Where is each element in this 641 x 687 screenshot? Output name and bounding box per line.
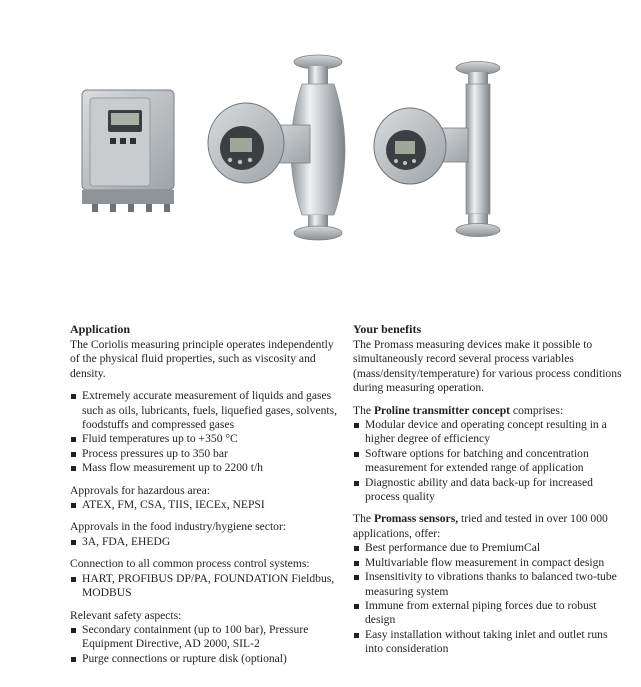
list-item: Diagnostic ability and data back-up for increased process quality [353, 476, 623, 505]
list-item: Extremely accurate measurement of liquids and gases such as oils, lubricants, fuels, liquefied gases, solvents, foodstuffs and compressed gases [70, 389, 340, 432]
sensors-intro: The Promass sensors, tried and tested in over 100 000 applications, offer: [353, 512, 608, 540]
bent-tube-sensor-image [208, 55, 345, 240]
list-item: Immune from external piping forces due to robust design [353, 599, 623, 628]
connection-label: Connection to all common process control systems: [70, 557, 310, 571]
list-item: Purge connections or rupture disk (optional) [70, 652, 340, 666]
food-approvals-label: Approvals in the food industry/hygiene sector: [70, 520, 287, 534]
benefits-intro: The Promass measuring devices make it possible to simultaneously record several process variables (mass/density/temperature) for various process conditions during measuring operation. [353, 338, 622, 395]
straight-tube-sensor-image [374, 62, 500, 237]
proline-intro: The Proline transmitter concept comprises: [353, 403, 564, 417]
list-item: Software options for batching and concentration measurement for extended range of application [353, 447, 623, 476]
promass-sensors-term: Promass sensors, [373, 512, 459, 526]
benefits-heading: Your benefits [353, 322, 422, 336]
list-item: Multivariable flow measurement in compact design [353, 556, 623, 570]
application-intro: The Coriolis measuring principle operates independently of the physical fluid properties, such as viscosity and density. [70, 338, 334, 380]
list-item: Insensitivity to vibrations thanks to balanced two-tube measuring system [353, 570, 623, 599]
hazardous-approvals-label: Approvals for hazardous area: [70, 483, 211, 497]
list-item: ATEX, FM, CSA, TIIS, IECEx, NEPSI [70, 498, 340, 512]
food-approvals-list [70, 535, 340, 549]
sensors-list [353, 541, 623, 656]
application-column [70, 322, 340, 666]
list-item: 3A, FDA, EHEDG [70, 535, 340, 549]
list-item: Best performance due to PremiumCal [353, 541, 623, 555]
product-photo-group [70, 40, 590, 260]
list-item: Modular device and operating concept resulting in a higher degree of efficiency [353, 418, 623, 447]
wall-mount-transmitter-image [82, 90, 174, 212]
benefits-column [353, 322, 623, 657]
list-item: HART, PROFIBUS DP/PA, FOUNDATION Fieldbus, MODBUS [70, 572, 340, 601]
application-heading: Application [70, 322, 131, 336]
list-item: Easy installation without taking inlet and outlet runs into consideration [353, 628, 623, 657]
hazardous-approvals-list [70, 498, 340, 512]
safety-list [70, 623, 340, 666]
list-item: Secondary containment (up to 100 bar), Pressure Equipment Directive, AD 2000, SIL-2 [70, 623, 340, 652]
features-list [70, 389, 340, 475]
safety-label: Relevant safety aspects: [70, 608, 182, 622]
proline-concept-term: Proline transmitter concept [373, 403, 511, 417]
proline-list [353, 418, 623, 504]
list-item: Mass flow measurement up to 2200 t/h [70, 461, 340, 475]
list-item: Process pressures up to 350 bar [70, 447, 340, 461]
connection-list [70, 572, 340, 601]
list-item: Fluid temperatures up to +350 °C [70, 432, 340, 446]
